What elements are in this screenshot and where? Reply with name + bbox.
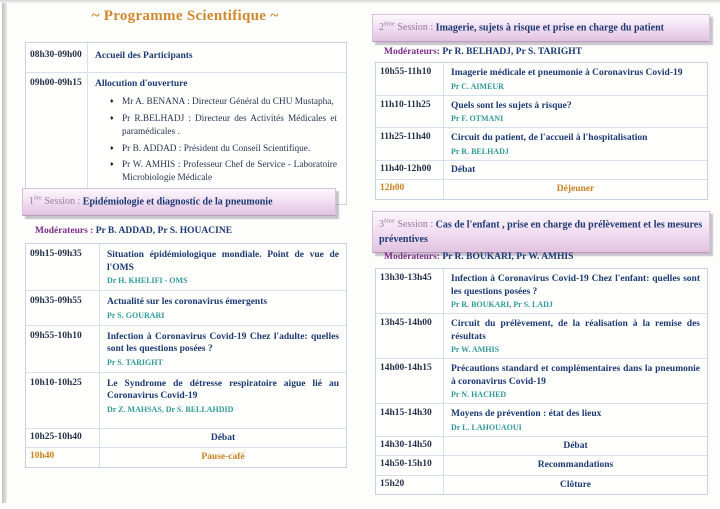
session-time: 13h45-14h00: [376, 314, 444, 358]
session-time: 14h15-14h30: [376, 404, 444, 436]
moderators-session-2: [384, 47, 582, 57]
dejeuner-label: Déjeuner: [556, 184, 595, 195]
table-row-debat: [26, 429, 346, 449]
moderators-session-3: [384, 252, 573, 262]
session-time: 10h10-10h25: [26, 373, 100, 428]
table-cell: [444, 314, 707, 358]
talk-title: Accueil des Participants: [95, 51, 193, 61]
table-cell: [100, 291, 346, 325]
session-2-label: 2ème Session :: [379, 21, 436, 34]
table-row-pause: [26, 448, 346, 467]
table-cell: [100, 448, 346, 467]
talk-title: Allocution d'ouverture: [95, 78, 188, 89]
speaker-name: Pr S. GOURARI: [107, 310, 165, 320]
moderators-label: Modérateurs:: [384, 252, 440, 262]
table-row: [26, 43, 346, 73]
table-row-recommandations: [376, 456, 707, 476]
talk-title: Actualité sur les coronavirus émergents: [107, 297, 268, 308]
speaker-name: Pr R. BELHADJ: [451, 146, 509, 156]
speaker-name: Dr Z. MAHSAS, Dr S. BELLAHDID: [107, 404, 234, 414]
talk-title: Moyens de prévention : état des lieux: [451, 409, 602, 420]
table-cell: [444, 96, 707, 128]
table-row: [376, 314, 707, 359]
session-1-banner: [22, 188, 336, 216]
table-cell: [444, 476, 707, 495]
table-cell: [100, 244, 346, 290]
session-time: 11h40-12h00: [376, 161, 444, 180]
session-time: 15h20: [376, 476, 444, 495]
table-cell: [100, 326, 346, 372]
table-row-dejeuner: [376, 180, 707, 199]
session-1-label: 1ère Session :: [29, 195, 83, 208]
table-row-debat: [376, 161, 707, 181]
session-time: 10h25-10h40: [26, 429, 100, 448]
table-row: [26, 244, 346, 291]
speaker-name: Dr H. KHELIFI - OMS: [107, 276, 188, 286]
table-cell: [444, 359, 707, 403]
table-cell: [444, 404, 707, 436]
session-1-title: Epidémiologie et diagnostic de la pneumonie: [82, 196, 273, 208]
table-row: [26, 326, 346, 373]
list-item: ♦ Mr A. BENANA : Directeur Général du CHU Mustapha,: [111, 96, 337, 109]
moderators-names: Pr B. ADDAD, Pr S. HOUACINE: [95, 226, 233, 236]
moderators-label: Modérateurs:: [384, 47, 440, 57]
moderators-session-1: [35, 226, 232, 236]
opening-table: [25, 42, 347, 208]
table-row: [26, 73, 346, 208]
session-3-banner: [372, 211, 710, 253]
speaker-name: Pr S. TARIGHT: [107, 357, 163, 367]
talk-title: Précautions standard et complémentaires dans la pneumonie à coronavirus Covid-19: [451, 364, 700, 387]
photo-edge-top: [0, 0, 720, 3]
session-time: 14h30-14h50: [376, 437, 444, 456]
talk-title: Infection à Coronavirus Covid-19 Chez l'enfant: quelles sont les questions posées ?: [451, 274, 700, 297]
talk-title: Débat: [210, 432, 236, 443]
session-2-title: Imagerie, sujets à risque et prise en charge du patient: [435, 22, 664, 34]
table-row: [376, 128, 707, 161]
table-row: [376, 96, 707, 129]
session-time: 10h40: [26, 448, 100, 467]
table-cell: [444, 180, 707, 199]
moderators-names: Pr R. BELHADJ, Pr S. TARIGHT: [442, 47, 583, 57]
session-time: 09h35-09h55: [26, 291, 100, 325]
session-time: 12h00: [376, 180, 444, 199]
session-3-title: Cas de l'enfant , prise en charge du prélèvement et les mesures préventives: [379, 219, 703, 245]
pause-label: Pause-café: [201, 452, 245, 463]
session-time: 09h15-09h35: [26, 244, 100, 290]
talk-title: Le Syndrome de détresse respiratoire aigue lié au Coronavirus Covid-19: [107, 378, 339, 402]
session-time: 10h55-11h10: [376, 63, 444, 95]
table-row: [376, 269, 707, 314]
talk-title: Débat: [563, 440, 588, 451]
session-time: 08h30-09h00: [26, 43, 88, 72]
table-cell: [100, 373, 346, 428]
session-time: 09h00-09h15: [26, 73, 88, 205]
table-cell: [444, 437, 707, 456]
table-row: [376, 359, 707, 404]
table-row: [376, 63, 707, 96]
session-time: 11h25-11h40: [376, 128, 444, 160]
table-cell: [444, 269, 707, 313]
session-time: 14h50-15h10: [376, 456, 444, 475]
speaker-name: Pr R. BOUKARI, Pr S. LADJ: [451, 300, 553, 310]
session-3-table: [375, 268, 708, 495]
table-cell: [444, 63, 707, 95]
table-row-cloture: [376, 476, 707, 495]
speaker-list: [111, 96, 339, 195]
table-cell: [444, 161, 707, 180]
talk-title: Circuit du patient, de l'accueil à l'hospitalisation: [451, 133, 648, 144]
list-item: ♦ Pr B. ADDAD : Président du Conseil Scientifique.: [111, 143, 337, 156]
speaker-name: Pr W. AMHIS: [451, 345, 500, 355]
table-cell: [444, 128, 707, 160]
moderators-label: Modérateurs :: [35, 226, 94, 236]
session-1-table: [25, 243, 347, 468]
speaker-name: Pr F. OTMANI: [451, 114, 504, 124]
speaker-name: Pr N. HACHED: [451, 390, 507, 400]
table-row: [26, 373, 346, 429]
session-time: 14h00-14h15: [376, 359, 444, 403]
table-cell: [88, 43, 346, 72]
list-item: ♦ Pr W. AMHIS : Professeur Chef de Service - Laboratoire Microbiologie Médicale: [111, 159, 337, 185]
speaker-name: Pr C. AIMEUR: [451, 81, 504, 91]
session-3-label: 3ème Session :: [379, 218, 436, 231]
table-cell: [88, 73, 346, 205]
session-2-table: [375, 62, 708, 200]
session-time: 13h30-13h45: [376, 269, 444, 313]
table-cell: [100, 429, 346, 448]
session-time: 09h55-10h10: [26, 326, 100, 372]
table-row-debat: [376, 437, 707, 457]
speaker-name: Dr L. LAHOUAOUI: [451, 422, 522, 432]
photo-edge-left: [2, 3, 7, 503]
talk-title: Recommandations: [537, 460, 614, 471]
talk-title: Débat: [451, 164, 476, 175]
session-time: 11h10-11h25: [376, 96, 444, 128]
talk-title: Imagerie médicale et pneumonie à Coronavirus Covid-19: [451, 68, 683, 78]
session-2-banner: [372, 14, 710, 42]
moderators-names: Pr R. BOUKARI, Pr W. AMHIS: [442, 252, 574, 262]
page-title: ~ Programme Scientifique ~: [91, 8, 279, 24]
talk-title: Quels sont les sujets à risque?: [451, 100, 572, 111]
talk-title: Infection à Coronavirus Covid-19 Chez l'adulte: quelles sont les questions posées ?: [107, 331, 339, 355]
talk-title: Circuit du prélèvement, de la réalisation à la remise des résultats: [451, 319, 700, 342]
talk-title: Clôture: [560, 479, 591, 490]
table-cell: [444, 456, 707, 475]
list-item: ♦ Pr R.BELHADJ : Directeur des Activités Médicales et paramédicales .: [111, 113, 337, 139]
table-row: [376, 404, 707, 437]
talk-title: Situation épidémiologique mondiale. Point de vue de l'OMS: [107, 250, 339, 273]
table-row: [26, 291, 346, 326]
